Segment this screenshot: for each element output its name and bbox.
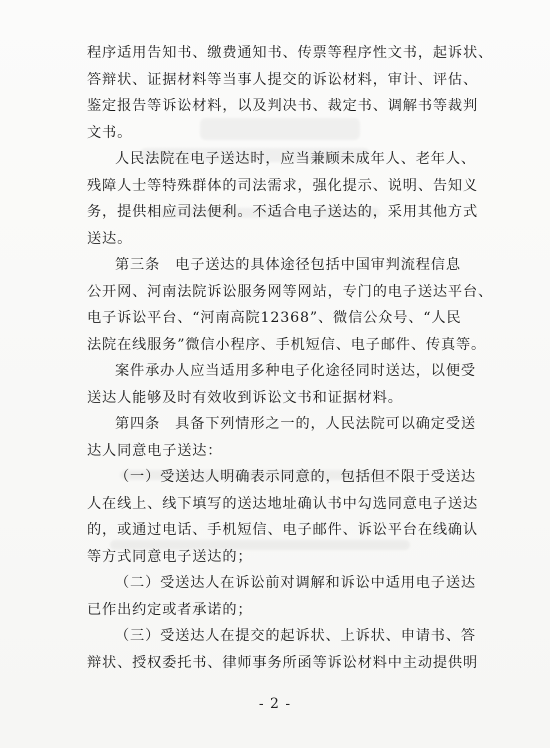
text-line: 人在线上、线下填写的送达地址确认书中勾选同意电子送达 — [87, 495, 478, 512]
text-line: 法院在线服务”微信小程序、手机短信、电子邮件、传真等。 — [87, 336, 487, 353]
article-3-heading-line: 第三条 电子送达的具体途径包括中国审判流程信息 — [115, 257, 461, 273]
text-line: 辩状、授权委托书、律师事务所函等诉讼材料中主动提供明 — [87, 654, 478, 671]
text-line: 程序适用告知书、缴费通知书、传票等程序性文书，起诉状、 — [87, 45, 494, 61]
text-line: 公开网、河南法院诉讼服务网等网站，专门的电子送达平台、 — [87, 283, 494, 300]
text-line: 鉴定报告等诉讼材料，以及判决书、裁定书、调解书等裁判 — [87, 98, 478, 114]
text-line: 务，提供相应司法便利。不适合电子送达的，采用其他方式 — [87, 204, 478, 220]
paragraph-start-line: 案件承办人应当适用多种电子化途径同时送达，以便受 — [115, 363, 476, 379]
text-line: 残障人士等特殊群体的司法需求，强化提示、说明、告知义 — [87, 177, 478, 194]
clause-2-start-line: （二）受送达人在诉讼前对调解和诉讼中适用电子送达 — [115, 575, 476, 591]
article-4-heading-line: 第四条 具备下列情形之一的，人民法院可以确定受送 — [115, 416, 476, 432]
clause-1-start-line: （一）受送达人明确表示同意的，包括但不限于受送达 — [115, 469, 476, 485]
text-line: 达人同意电子送达： — [87, 442, 223, 459]
text-line: 的，或通过电话、手机短信、电子邮件、诉讼平台在线确认 — [87, 522, 478, 538]
text-line: 送达人能够及时有效收到诉讼文书和证据材料。 — [87, 389, 403, 406]
text-line: 已作出约定或者承诺的； — [87, 601, 253, 618]
text-line: 文书。 — [87, 124, 133, 141]
document-body — [87, 40, 494, 676]
text-line: 等方式同意电子送达的； — [87, 548, 253, 565]
text-line: 答辩状、证据材料等当事人提交的诉讼材料，审计、评估、 — [87, 71, 478, 88]
text-line: 送达。 — [87, 230, 133, 247]
text-line: 电子诉讼平台、“河南高院12368”、微信公众号、“人民 — [87, 310, 462, 326]
clause-3-start-line: （三）受送达人在提交的起诉状、上诉状、申请书、答 — [115, 628, 476, 644]
page-number: - 2 - — [258, 696, 292, 712]
paragraph-start-line: 人民法院在电子送达时，应当兼顾未成年人、老年人、 — [115, 151, 476, 167]
